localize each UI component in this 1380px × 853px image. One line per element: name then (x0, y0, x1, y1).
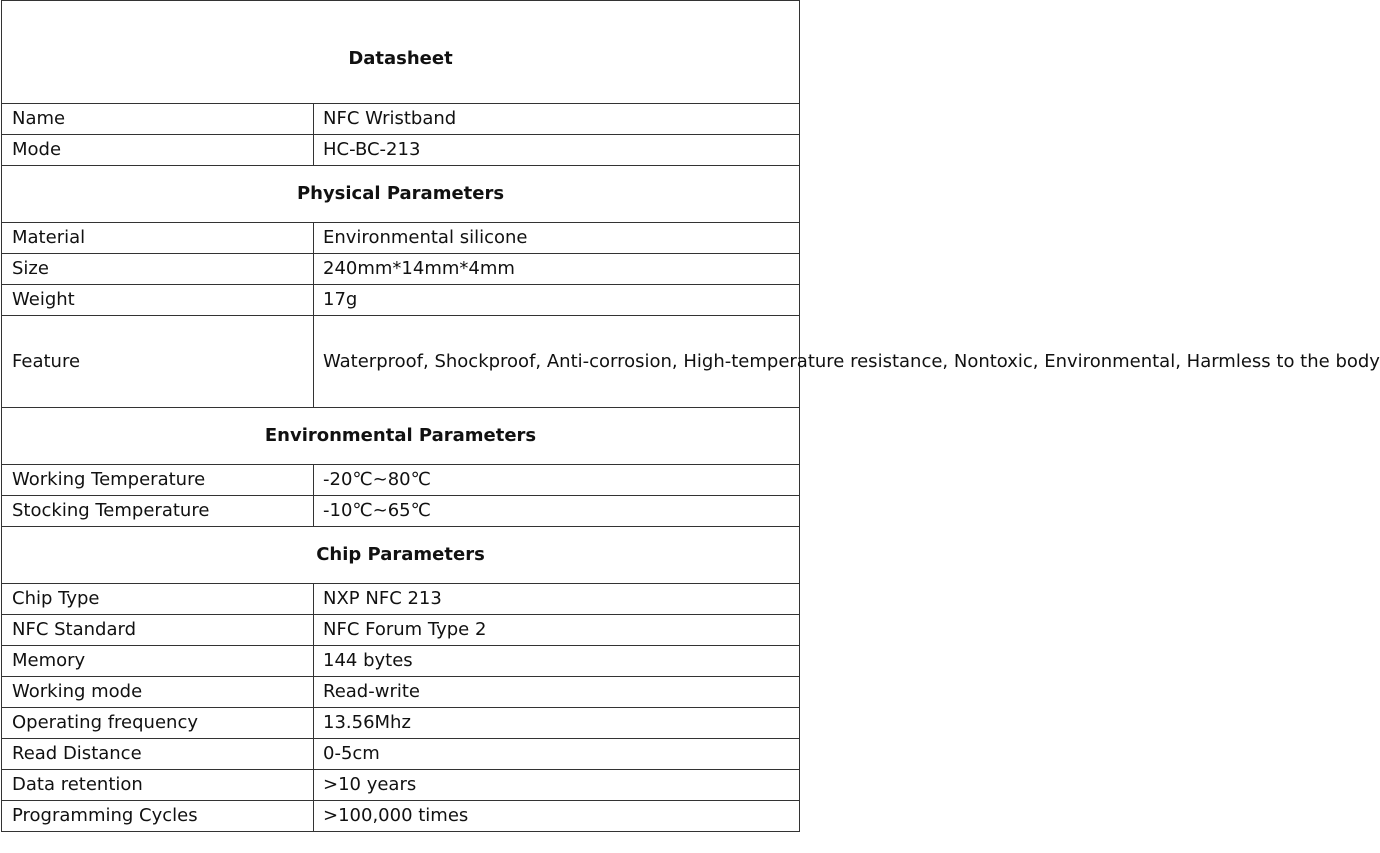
row-value-mode: HC-BC-213 (314, 135, 800, 166)
table-row (2, 254, 800, 285)
row-label-stocking-temperature: Stocking Temperature (2, 496, 314, 527)
row-label-feature: Feature (2, 316, 314, 408)
row-value-size: 240mm*14mm*4mm (314, 254, 800, 285)
table-row (2, 646, 800, 677)
row-value-feature: Waterproof, Shockproof, Anti-corrosion, High-temperature resistance, Nontoxic, Environmental, Harmless to the body (314, 316, 800, 408)
section-heading-environmental: Environmental Parameters (2, 408, 800, 465)
datasheet-title: Datasheet (2, 1, 800, 104)
table-row (2, 739, 800, 770)
row-label-name: Name (2, 104, 314, 135)
table-row (2, 801, 800, 832)
table-row (2, 708, 800, 739)
row-value-data-retention: >10 years (314, 770, 800, 801)
row-value-memory: 144 bytes (314, 646, 800, 677)
row-label-nfc-standard: NFC Standard (2, 615, 314, 646)
row-value-stocking-temperature: -10℃~65℃ (314, 496, 800, 527)
row-label-read-distance: Read Distance (2, 739, 314, 770)
row-value-read-distance: 0-5cm (314, 739, 800, 770)
section-heading-chip: Chip Parameters (2, 527, 800, 584)
row-value-chip-type: NXP NFC 213 (314, 584, 800, 615)
table-row (2, 135, 800, 166)
row-value-name: NFC Wristband (314, 104, 800, 135)
table-row (2, 677, 800, 708)
row-label-mode: Mode (2, 135, 314, 166)
row-label-size: Size (2, 254, 314, 285)
row-value-nfc-standard: NFC Forum Type 2 (314, 615, 800, 646)
row-label-data-retention: Data retention (2, 770, 314, 801)
row-value-working-mode: Read-write (314, 677, 800, 708)
table-row (2, 770, 800, 801)
row-label-material: Material (2, 223, 314, 254)
row-value-programming-cycles: >100,000 times (314, 801, 800, 832)
datasheet-table (1, 0, 1380, 832)
table-row (2, 223, 800, 254)
row-value-weight: 17g (314, 285, 800, 316)
row-label-chip-type: Chip Type (2, 584, 314, 615)
row-label-working-temperature: Working Temperature (2, 465, 314, 496)
table-row (2, 104, 800, 135)
row-label-programming-cycles: Programming Cycles (2, 801, 314, 832)
table-row (2, 465, 800, 496)
table-row (2, 584, 800, 615)
row-value-operating-frequency: 13.56Mhz (314, 708, 800, 739)
table-row (2, 316, 800, 408)
row-label-weight: Weight (2, 285, 314, 316)
table-row (2, 496, 800, 527)
table-row (2, 285, 800, 316)
row-label-operating-frequency: Operating frequency (2, 708, 314, 739)
row-value-material: Environmental silicone (314, 223, 800, 254)
table-row (2, 615, 800, 646)
row-value-working-temperature: -20℃~80℃ (314, 465, 800, 496)
row-label-memory: Memory (2, 646, 314, 677)
section-heading-physical: Physical Parameters (2, 166, 800, 223)
row-label-working-mode: Working mode (2, 677, 314, 708)
